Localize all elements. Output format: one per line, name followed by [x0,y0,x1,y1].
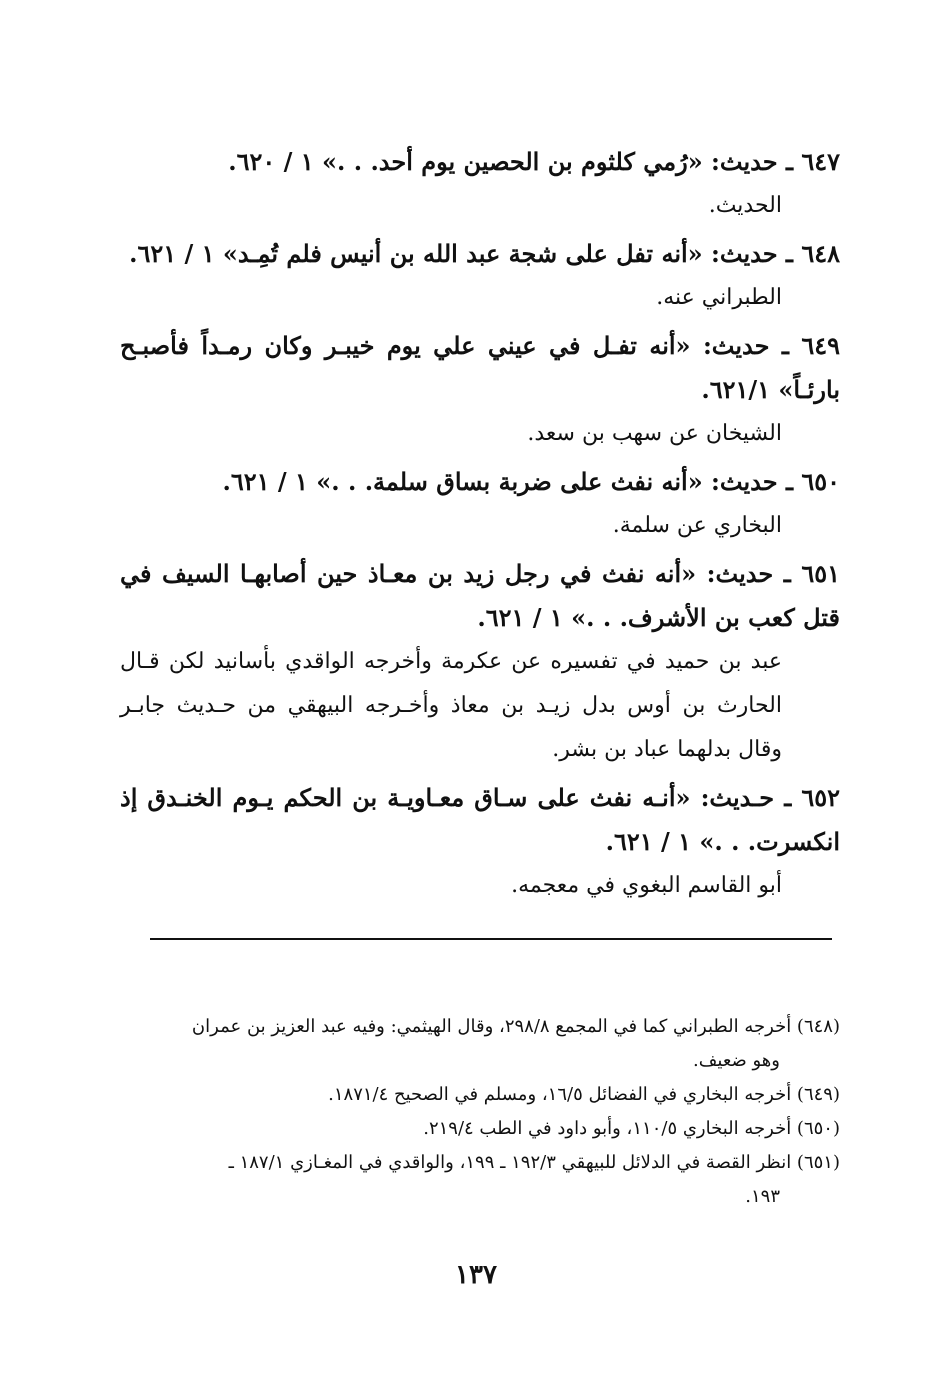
hadith-source: الشيخان عن سهب بن سعد. [527,421,782,446]
hadith-text: ٦٥٢ ـ حـديث: «أنـه نفث على سـاق معـاويـة بن الحكم يـوم الخنـدق إذ انكسرت. . .» ١ / ٦٢١. [120,783,840,856]
hadith-entry-648 [120,232,840,320]
hadith-source: الحديث. [708,193,782,218]
hadith-text: ٦٤٨ ـ حديث: «أنه تفل على شجة عبد الله بن أنيس فلم تُمِـد» ١ / ٦٢١. [129,239,840,268]
footnotes [128,1010,840,1214]
footnote-648-continuation: وهو ضعيف. [693,1050,780,1071]
hadith-entry-647 [120,140,840,228]
footnote-649: (٦٤٩) أخرجه البخاري في الفضائل ١٦/٥، ومسلم في الصحيح ١٨٧١/٤. [328,1084,840,1105]
footnote-648: (٦٤٨) أخرجه الطبراني كما في المجمع ٢٩٨/٨، وقال الهيثمي: وفيه عبد العزيز بن عمران [191,1016,840,1037]
hadith-entry-652 [120,776,840,908]
hadith-text: ٦٤٩ ـ حديث: «أنه تفـل في عيني علي يوم خيبـر وكان رمـداً فأصبـح بارئـاً» ٦٢١/١. [120,331,840,404]
hadith-source: الطبراني عنه. [656,285,782,310]
hadith-entry-649 [120,324,840,456]
hadith-source: البخاري عن سلمة. [612,513,782,538]
footnote-651: (٦٥١) انظر القصة في الدلائل للبيهقي ١٩٢/٣ ـ ١٩٩، والواقدي في المغـازي ١٨٧/١ ـ [228,1152,840,1173]
hadith-source: أبو القاسم البغوي في معجمه. [511,873,782,898]
hadith-text: ٦٤٧ ـ حديث: «رُمي كلثوم بن الحصين يوم أحد. . .» ١ / ٦٢٠. [228,147,840,176]
page-number: ١٣٧ [455,1260,497,1290]
footnote-651-continuation: ١٩٣. [745,1186,780,1207]
hadith-text: ٦٥١ ـ حديث: «أنه نفث في رجل زيد بن معـاذ حين أصابهـا السيف في قتل كعب بن الأشرف. . .» ١ / ٦٢١. [120,559,840,632]
hadith-text: ٦٥٠ ـ حديث: «أنه نفث على ضربة بساق سلمة. . .» ١ / ٦٢١. [222,467,840,496]
hadith-entry-651 [120,552,840,772]
footnote-650: (٦٥٠) أخرجه البخاري ١١٠/٥، وأبو داود في الطب ٢١٩/٤. [423,1118,840,1139]
hadith-list [120,140,840,912]
footnote-divider [150,938,832,940]
hadith-source: عبد بن حميد في تفسيره عن عكرمة وأخرجه الواقدي بأسانيد لكن قـال الحارث بن أوس بدل زيـد بن معاذ وأخـرجه البيهقي من حـديث جابـر وقال بدلهما عباد بن بشر. [120,649,783,762]
hadith-entry-650 [120,460,840,548]
